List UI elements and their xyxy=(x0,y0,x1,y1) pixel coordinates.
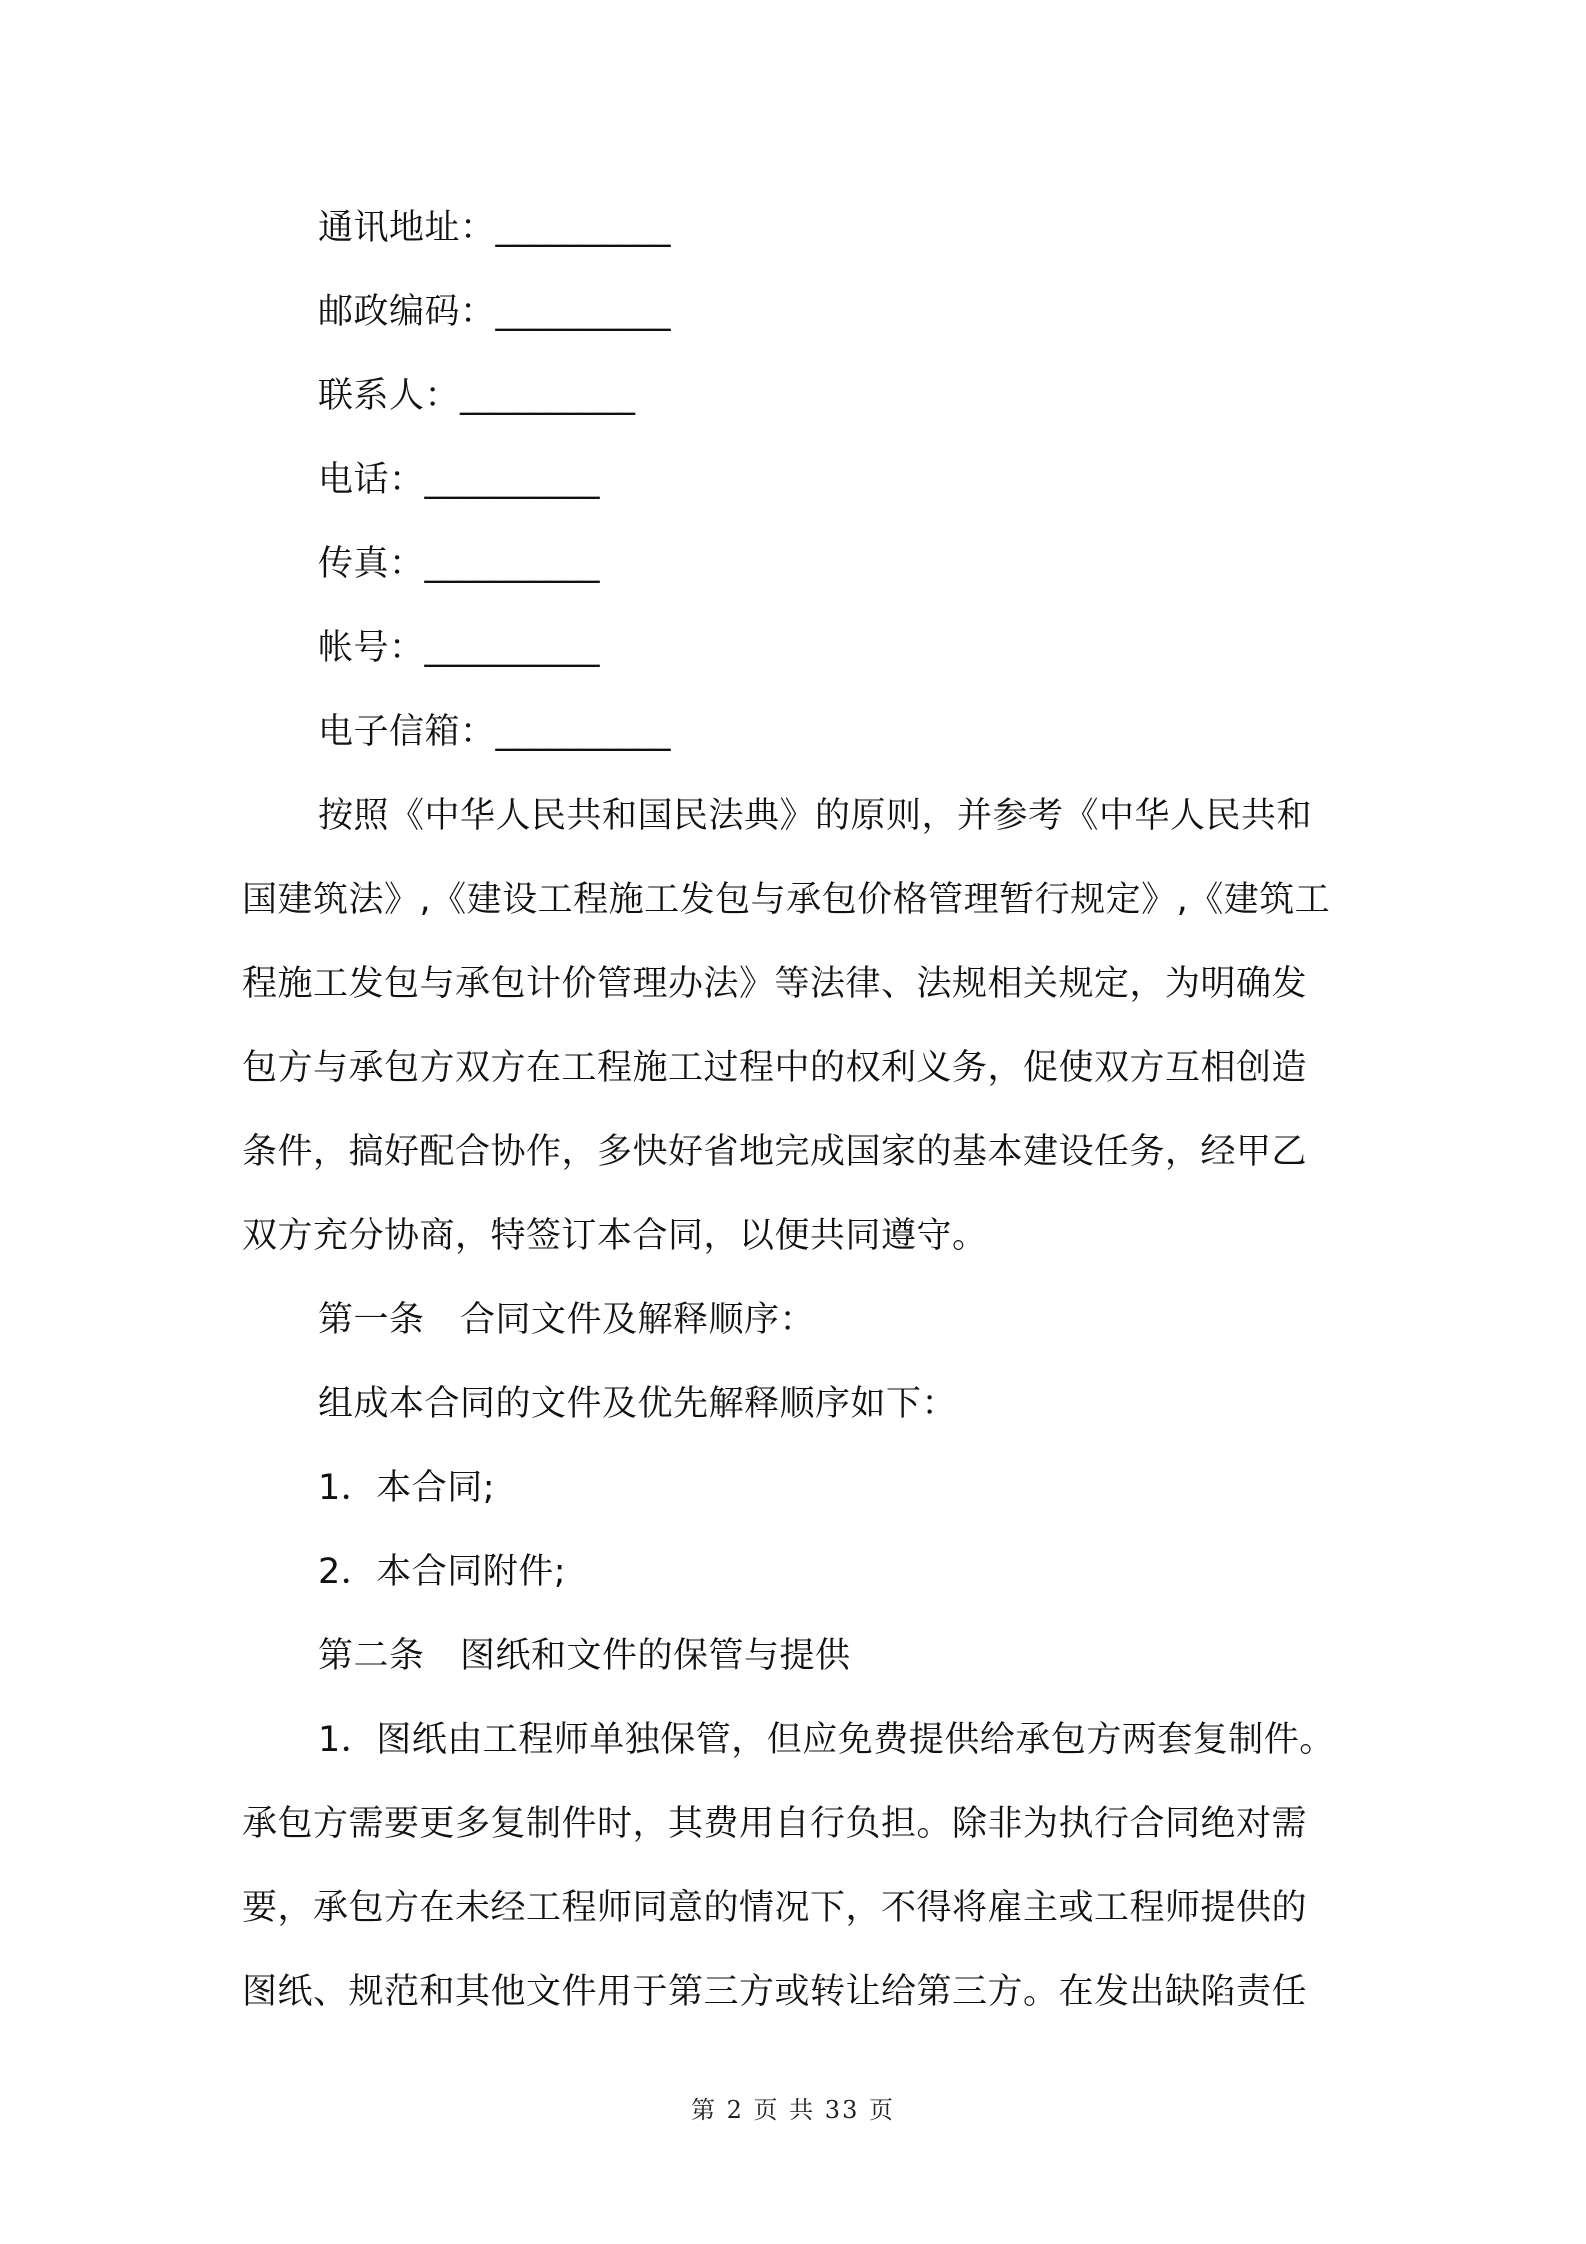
field-label: 帐号： xyxy=(318,628,425,668)
preamble-line: 条件，搞好配合协作，多快好省地完成国家的基本建设任务，经甲乙 xyxy=(242,1132,1308,1172)
field-blank: __________ xyxy=(424,628,600,668)
article1-heading: 第一条 合同文件及解释顺序： xyxy=(318,1300,816,1340)
contact-field-address xyxy=(318,207,1448,249)
preamble-line: 双方充分协商，特签订本合同，以便共同遵守。 xyxy=(242,1216,988,1256)
article1-item: 2．本合同附件; xyxy=(318,1552,567,1592)
article1-item: 1．本合同; xyxy=(318,1468,496,1508)
article2-line: 要，承包方在未经工程师同意的情况下，不得将雇主或工程师提供的 xyxy=(242,1888,1308,1928)
preamble-line: 按照《中华人民共和国民法典》的原则，并参考《中华人民共和 xyxy=(318,796,1313,836)
field-blank: __________ xyxy=(424,460,600,500)
article2-line: 1．图纸由工程师单独保管，但应免费提供给承包方两套复制件。 xyxy=(318,1720,1335,1760)
contact-field-phone xyxy=(318,459,1448,501)
page-number-footer: 第 2 页 共 33 页 xyxy=(691,2096,895,2124)
field-label: 联系人： xyxy=(318,376,461,416)
field-blank: __________ xyxy=(424,544,600,584)
contact-field-account xyxy=(318,627,1448,669)
article2-line: 承包方需要更多复制件时，其费用自行负担。除非为执行合同绝对需 xyxy=(242,1804,1308,1844)
field-label: 电子信箱： xyxy=(318,712,496,752)
field-blank: __________ xyxy=(495,712,671,752)
contact-field-fax xyxy=(318,543,1448,585)
contact-field-postcode xyxy=(318,291,1448,333)
preamble-line: 国建筑法》,《建设工程施工发包与承包价格管理暂行规定》,《建筑工 xyxy=(242,880,1331,920)
preamble-line: 包方与承包方双方在工程施工过程中的权利义务，促使双方互相创造 xyxy=(242,1048,1308,1088)
field-blank: __________ xyxy=(495,292,671,332)
field-label: 电话： xyxy=(318,460,425,500)
article2-line: 图纸、规范和其他文件用于第三方或转让给第三方。在发出缺陷责任 xyxy=(242,1972,1308,2012)
article1-intro: 组成本合同的文件及优先解释顺序如下： xyxy=(318,1384,958,1424)
preamble-line: 程施工发包与承包计价管理办法》等法律、法规相关规定，为明确发 xyxy=(242,964,1308,1004)
field-label: 传真： xyxy=(318,544,425,584)
contact-field-contact-person xyxy=(318,375,1448,417)
field-blank: __________ xyxy=(460,376,636,416)
article2-heading: 第二条 图纸和文件的保管与提供 xyxy=(318,1636,851,1676)
field-label: 通讯地址： xyxy=(318,208,496,248)
field-blank: __________ xyxy=(495,208,671,248)
field-label: 邮政编码： xyxy=(318,292,496,332)
contact-field-email xyxy=(318,711,1448,753)
